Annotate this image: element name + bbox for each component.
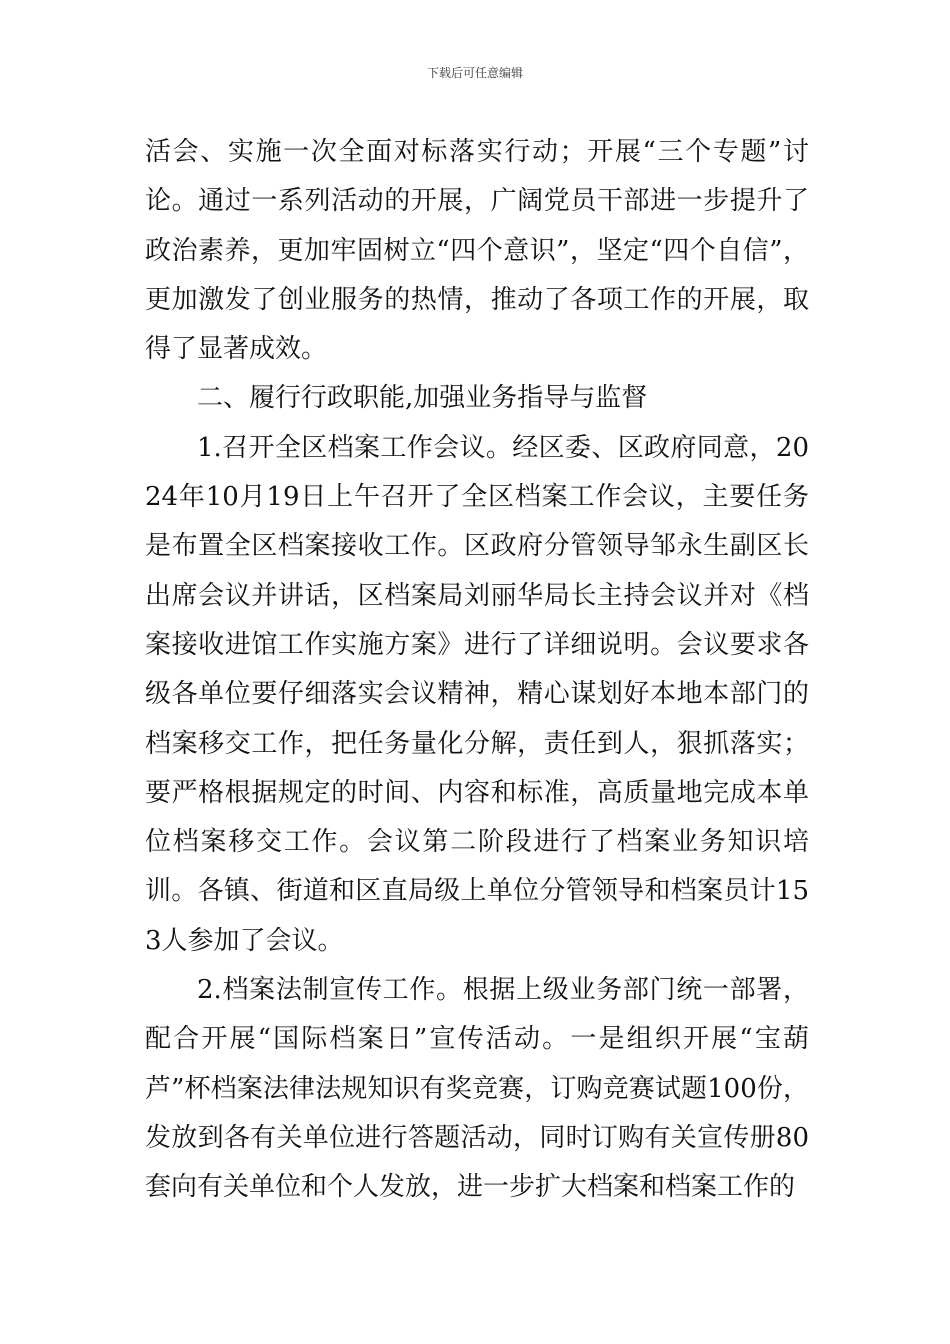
paragraph-legal-publicity: 2.档案法制宣传工作。根据上级业务部门统一部署，配合开展“国际档案日”宣传活动。一是组织开展“宝葫芦”杯档案法律法规知识有奖竞赛，订购竞赛试题100份，发放到各有关单位进行答题活动，同时订购有关宣传册80套向有关单位和个人发放，进一步扩大档案和档案工作的 — [145, 975, 809, 1203]
section-heading: 二、履行行政职能,加强业务指导与监督 — [197, 383, 648, 414]
paragraph-continuation: 活会、实施一次全面对标落实行动；开展“三个专题”讨论。通过一系列活动的开展，广阔党员干部进一步提升了政治素养，更加牢固树立“四个意识”，坚定“四个自信”，更加激发了创业服务的热情，推动了各项工作的开展，取得了显著成效。 — [145, 137, 809, 365]
page-header: 下载后可任意编辑 — [426, 66, 523, 80]
document-body — [145, 128, 809, 1213]
paragraph-archive-meeting: 1.召开全区档案工作会议。经区委、区政府同意，2024年10月19日上午召开了全区档案工作会议，主要任务是布置全区档案接收工作。区政府分管领导邹永生副区长出席会议并讲话，区档案局刘丽华局长主持会议并对《档案接收进馆工作实施方案》进行了详细说明。会议要求各级各单位要仔细落实会议精神，精心谋划好本地本部门的档案移交工作，把任务量化分解，责任到人，狠抓落实；要严格根据规定的时间、内容和标准，高质量地完成本单位档案移交工作。会议第二阶段进行了档案业务知识培训。各镇、街道和区直局级上单位分管领导和档案员计153人参加了会议。 — [145, 432, 809, 956]
